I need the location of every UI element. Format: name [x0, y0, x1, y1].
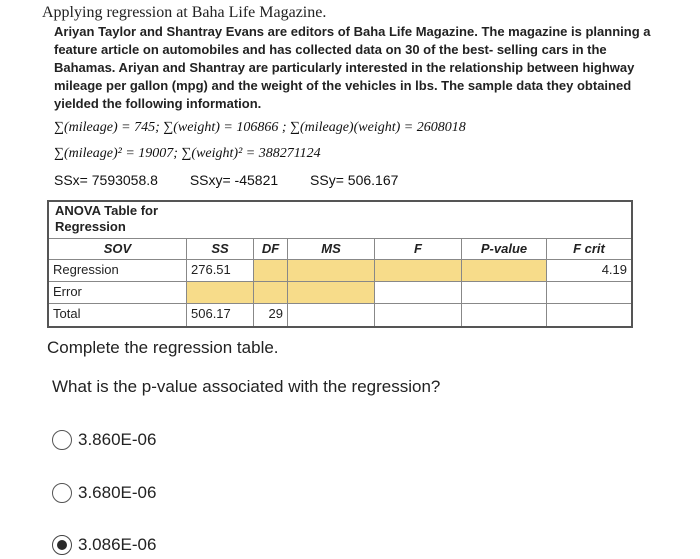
anova-caption: ANOVA Table for Regression: [55, 203, 159, 234]
formula-squares-line: ∑(mileage)² = 19007; ∑(weight)² = 388271124: [54, 146, 321, 161]
anova-table: [47, 200, 633, 328]
total-pvalue-cell: [461, 303, 546, 326]
regression-df-cell[interactable]: [253, 259, 287, 281]
total-ms-cell: [287, 303, 374, 326]
radio-button-2[interactable]: [52, 483, 72, 503]
error-ms-cell[interactable]: [287, 281, 374, 303]
error-ss-cell[interactable]: [186, 281, 253, 303]
radio-button-3[interactable]: [52, 535, 72, 555]
error-df-cell[interactable]: [253, 281, 287, 303]
header-f: F: [374, 238, 461, 259]
header-df: DF: [253, 238, 287, 259]
sum-of-squares-line: [54, 172, 426, 188]
total-df: 29: [253, 303, 287, 326]
header-fcrit: F crit: [546, 238, 631, 259]
regression-ss: 276.51: [186, 259, 253, 281]
answer-option-2[interactable]: [52, 483, 156, 503]
error-label: Error: [49, 281, 186, 303]
answer-option-2-label: 3.680E-06: [78, 483, 157, 502]
header-ss: SS: [186, 238, 253, 259]
header-sov: SOV: [49, 238, 186, 259]
instruction-text: Complete the regression table.: [47, 338, 279, 357]
formula-sums-line: ∑(mileage) = 745; ∑(weight) = 106866 ; ∑(mileage)(weight) = 2608018: [54, 120, 466, 135]
error-fcrit-cell: [546, 281, 631, 303]
ssxy-value: SSxy= -45821: [189, 172, 279, 188]
total-label: Total: [49, 303, 186, 326]
answer-option-1-label: 3.860E-06: [78, 430, 157, 449]
answer-option-3-label: 3.086E-06: [78, 535, 157, 554]
regression-label: Regression: [49, 259, 186, 281]
ssy-value: SSy= 506.167: [310, 172, 399, 188]
regression-f-cell[interactable]: [374, 259, 461, 281]
regression-pvalue-cell[interactable]: [461, 259, 546, 281]
answer-option-3[interactable]: [52, 535, 156, 555]
ssx-value: SSx= 7593058.8: [54, 172, 158, 188]
problem-title: Applying regression at Baha Life Magazine.: [42, 4, 327, 21]
total-f-cell: [374, 303, 461, 326]
regression-fcrit: 4.19: [546, 259, 631, 281]
header-ms: MS: [287, 238, 374, 259]
error-f-cell: [374, 281, 461, 303]
problem-intro: Ariyan Taylor and Shantray Evans are editors of Baha Life Magazine. The magazine is planning a feature article on automobiles and has collected data on 30 of the best- selling cars in the Bahamas. Ariyan and Shantray are particularly interested in the relationship between highway mileage per gallon (mpg) and the weight of the vehicles in lbs. The sample data they obtained yielded the following information.: [54, 24, 651, 111]
regression-ms-cell[interactable]: [287, 259, 374, 281]
total-fcrit-cell: [546, 303, 631, 326]
radio-button-1[interactable]: [52, 430, 72, 450]
total-ss: 506.17: [186, 303, 253, 326]
question-text: What is the p-value associated with the regression?: [52, 377, 441, 396]
error-pvalue-cell: [461, 281, 546, 303]
header-pvalue: P-value: [461, 238, 546, 259]
answer-option-1[interactable]: [52, 430, 156, 450]
